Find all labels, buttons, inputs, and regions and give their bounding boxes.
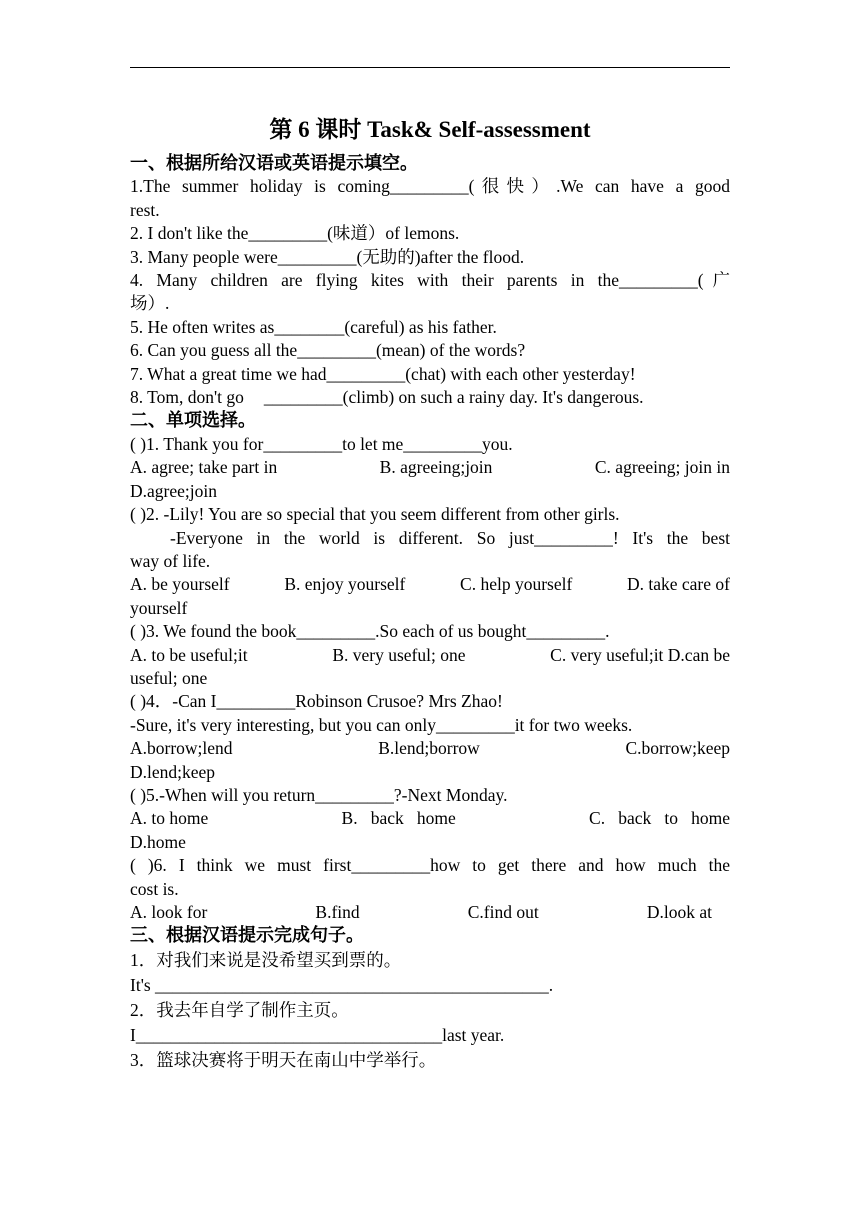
s1-q6: 6. Can you guess all the_________(mean) of the words? (130, 340, 526, 361)
option-a: A.borrow;lend (130, 738, 233, 759)
s1-q8-part2: _________(climb) on such a rainy day. It's dangerous. (263, 387, 644, 408)
s1-q4-line2: 场）. (130, 293, 170, 314)
s1-q1-line2: rest. (130, 199, 160, 220)
s3-q3-chinese: 3．篮球决赛将于明天在南山中学举行。 (130, 1049, 437, 1070)
s1-q5: 5. He often writes as________(careful) as his father. (130, 316, 497, 337)
s3-q1-english: It's _____________________________________________. (130, 974, 554, 995)
s2-q4-line1: ( )4．-Can I_________Robinson Crusoe? Mrs Zhao! (130, 691, 503, 712)
option-d: D.look at (646, 902, 712, 922)
header-rule (130, 67, 730, 68)
s2-q3-options (130, 644, 730, 667)
s2-q6-line2: cost is. (130, 878, 179, 899)
option-a: A. to be useful;it (130, 644, 248, 665)
option-c: C. agreeing; join in (594, 457, 730, 478)
option-a: A. be yourself (130, 574, 230, 595)
s1-q4-line1: 4. Many children are flying kites with their parents in the_________(广 (130, 270, 730, 291)
option-b: B. very useful; one (332, 644, 466, 665)
s2-q2-option-cont: yourself (130, 597, 188, 618)
s3-q1-chinese: 1．对我们来说是没希望买到票的。 (130, 949, 402, 970)
s2-q6-options (130, 901, 730, 924)
section2-heading: 二、单项选择。 (130, 410, 256, 431)
option-b: B.lend;borrow (378, 738, 480, 759)
s1-q8 (130, 386, 730, 409)
s2-q3-option-cont: useful; one (130, 667, 208, 688)
s1-q2: 2. I don't like the_________(味道）of lemons. (130, 223, 460, 244)
option-c: C.borrow;keep (625, 738, 730, 759)
option-a: A. look for (130, 902, 208, 922)
option-a: A. to home (130, 808, 209, 829)
s2-q5-options (130, 807, 730, 830)
s2-q2-options (130, 573, 730, 596)
s2-q2-line3: way of life. (130, 550, 211, 571)
s2-q1: ( )1. Thank you for_________to let me_________you. (130, 433, 513, 454)
s2-q6-line1: ( )6. I think we must first_________how to get there and how much the (130, 855, 730, 876)
option-b: B. agreeing;join (379, 457, 493, 478)
s3-q2-english: I___________________________________last year. (130, 1024, 505, 1045)
s1-q7: 7. What a great time we had_________(chat) with each other yesterday! (130, 363, 636, 384)
page-title: 第 6 课时 Task& Self-assessment (269, 117, 591, 142)
s2-q4-option-d: D.lend;keep (130, 761, 216, 782)
option-b: B. back home (341, 808, 456, 829)
option-c-d: C. very useful;it D.can be (550, 644, 730, 665)
option-a: A. agree; take part in (130, 457, 278, 478)
section1-heading: 一、根据所给汉语或英语提示填空。 (130, 153, 418, 173)
s1-q1-line1: 1.The summer holiday is coming_________(很快）.We can have a good (130, 176, 730, 197)
option-c: C.find out (467, 902, 539, 922)
s2-q2-line2: -Everyone in the world is different. So just_________! It's the best (170, 527, 730, 548)
option-d: D. take care of (626, 574, 730, 595)
option-c: C. back to home (589, 808, 730, 829)
option-b: B. enjoy yourself (284, 574, 406, 595)
section3-heading: 三、根据汉语提示完成句子。 (130, 925, 364, 946)
option-b: B.find (315, 902, 360, 922)
s1-q8-part1: 8. Tom, don't go (130, 387, 244, 408)
s2-q2-line1: ( )2. -Lily! You are so special that you seem different from other girls. (130, 504, 620, 525)
s2-q4-line2: -Sure, it's very interesting, but you can only_________it for two weeks. (130, 714, 633, 735)
s2-q5: ( )5.-When will you return_________?-Next Monday. (130, 784, 508, 805)
s2-q5-option-d: D.home (130, 831, 186, 852)
s2-q1-option-d: D.agree;join (130, 480, 217, 501)
option-c: C. help yourself (460, 574, 573, 595)
s2-q1-options (130, 456, 730, 479)
s2-q4-options (130, 737, 730, 760)
worksheet (130, 112, 730, 1073)
s2-q3: ( )3. We found the book_________.So each of us bought_________. (130, 621, 610, 642)
s3-q2-chinese: 2．我去年自学了制作主页。 (130, 999, 349, 1020)
s1-q3: 3. Many people were_________(无助的)after the flood. (130, 246, 525, 267)
